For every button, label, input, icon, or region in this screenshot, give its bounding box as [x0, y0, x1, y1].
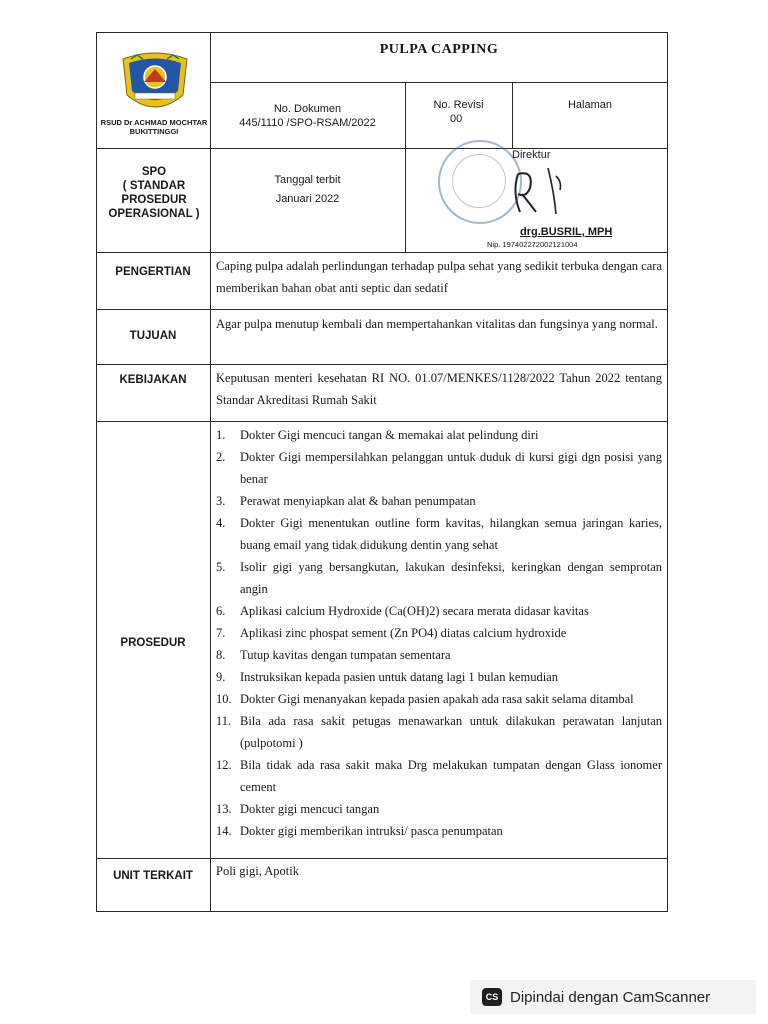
prosedur-list [216, 424, 662, 842]
header-divider [96, 148, 668, 149]
hospital-name: RSUD Dr ACHMAD MOCHTAR BUKITTINGGI [100, 118, 208, 136]
revision-value: 00 [450, 113, 463, 125]
issue-date-label: Tanggal terbit [274, 174, 341, 186]
document-title: PULPA CAPPING [379, 42, 499, 57]
row-divider-kebijakan [96, 364, 668, 365]
list-item: 7. Aplikasi zinc phospat sement (Zn PO4) diatas calcium hydroxide [216, 626, 567, 640]
signer-title: Direktur [512, 149, 551, 161]
signer-nip: Nip. 197402272002121004 [487, 240, 578, 249]
scanner-watermark [470, 980, 756, 1014]
signature [500, 162, 580, 228]
list-item: 4. Dokter Gigi menentukan outline form kavitas, hilangkan semua jaringan karies, buang email yang tidak didukung dentin yang sehat [216, 516, 662, 552]
unit-terkait-label: UNIT TERKAIT [113, 870, 193, 882]
list-item: 11. Bila ada rasa sakit petugas menawarkan untuk dilakukan perawatan lanjutan (pulpotomi ) [216, 714, 662, 750]
pengertian-text: Caping pulpa adalah perlindungan terhadap pulpa sehat yang sedikit terbuka dengan cara memberikan bahan obat anti septic dan sedatif [216, 259, 662, 295]
kebijakan-text: Keputusan menteri kesehatan RI NO. 01.07/MENKES/1128/2022 Tahun 2022 tentang Standar Akreditasi Rumah Sakit [216, 371, 662, 407]
row-divider-unit [96, 858, 668, 859]
list-item: 3. Perawat menyiapkan alat & bahan penumpatan [216, 494, 476, 508]
scanner-text: Dipindai dengan CamScanner [510, 988, 711, 1006]
row-divider-prosedur [96, 421, 668, 422]
list-item: 12. Bila tidak ada rasa sakit maka Drg melakukan tumpatan dengan Glass ionomer cement [216, 758, 662, 794]
list-item: 6. Aplikasi calcium Hydroxide (Ca(OH)2) secara merata didasar kavitas [216, 604, 589, 618]
pengertian-label: PENGERTIAN [115, 266, 191, 278]
list-item: 8. Tutup kavitas dengan tumpatan sementara [216, 648, 451, 662]
tujuan-label: TUJUAN [129, 330, 177, 342]
list-item: 1. Dokter Gigi mencuci tangan & memakai alat pelindung diri [216, 428, 539, 442]
page-label: Halaman [567, 99, 613, 111]
kebijakan-label: KEBIJAKAN [119, 374, 187, 386]
list-item: 14. Dokter gigi memberikan intruksi/ pasca penumpatan [216, 824, 503, 838]
row-divider-pengertian [96, 252, 668, 253]
list-item: 2. Dokter Gigi mempersilahkan pelanggan untuk duduk di kursi gigi dgn posisi yang benar [216, 450, 662, 486]
revision-divider-right [512, 82, 513, 148]
doc-number-label: No. Dokumen [273, 103, 342, 115]
list-item: 13. Dokter gigi mencuci tangan [216, 802, 380, 816]
doc-number: 445/1110 /SPO-RSAM/2022 [239, 117, 376, 129]
tujuan-text: Agar pulpa menutup kembali dan mempertahankan vitalitas dan fungsinya yang normal. [216, 317, 658, 331]
title-divider [210, 82, 668, 83]
list-item: 10. Dokter Gigi menanyakan kepada pasien apakah ada rasa sakit selama ditambal [216, 692, 634, 706]
official-stamp-inner [452, 154, 506, 208]
signature-divider [405, 148, 406, 252]
list-item: 5. Isolir gigi yang bersangkutan, lakukan desinfeksi, keringkan dengan semprotan angin [216, 560, 662, 596]
signer-name: drg.BUSRIL, MPH [520, 226, 613, 238]
revision-label: No. Revisi [433, 99, 484, 111]
camscanner-icon: CS [482, 988, 502, 1006]
list-item: 9. Instruksikan kepada pasien untuk datang lagi 1 bulan kemudian [216, 670, 558, 684]
label-column-divider [210, 32, 211, 912]
hospital-logo [117, 49, 193, 117]
prosedur-label: PROSEDUR [120, 637, 186, 649]
row-divider-tujuan [96, 309, 668, 310]
spo-label: SPO ( STANDAR PROSEDUR OPERASIONAL ) [108, 166, 200, 220]
issue-date: Januari 2022 [275, 193, 340, 205]
unit-terkait-text: Poli gigi, Apotik [216, 864, 300, 878]
